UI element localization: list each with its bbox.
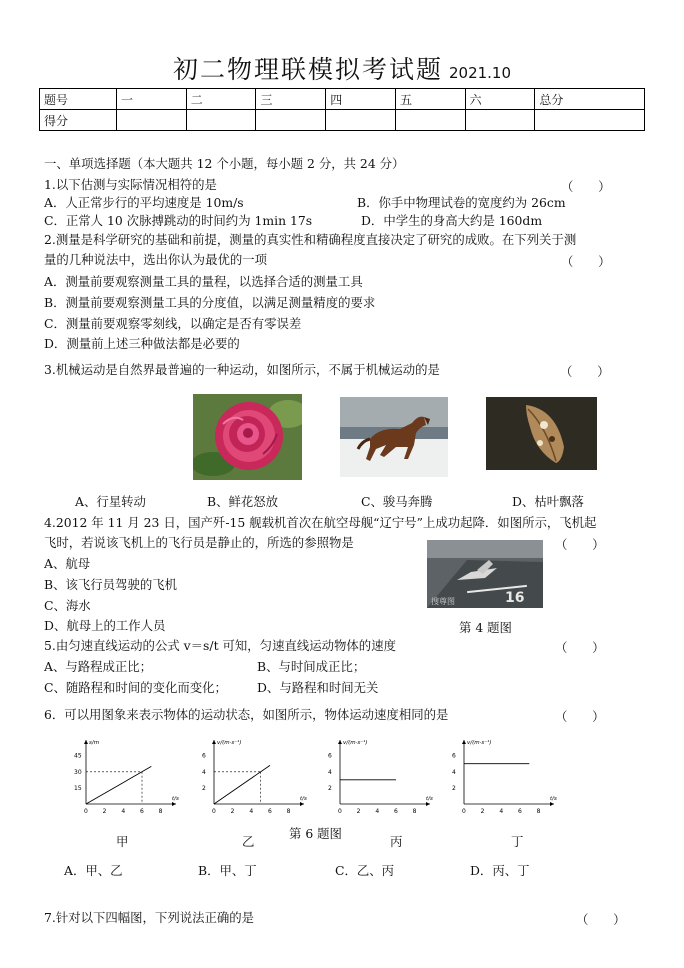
score-input-cell[interactable] [326, 110, 396, 131]
y-tick-label: 15 [74, 784, 82, 792]
score-input-cell[interactable] [535, 110, 645, 131]
q4-answer-blank[interactable]: （ ） [555, 537, 605, 552]
y-tick-label: 4 [202, 768, 206, 776]
y-tick-label: 4 [328, 768, 332, 776]
score-header-cell: 一 [117, 89, 187, 110]
series-line [214, 765, 270, 804]
graph-bing [322, 736, 440, 818]
score-input-cell[interactable] [256, 110, 326, 131]
graph-label-ding: 丁 [511, 834, 524, 849]
x-tick-label: 4 [249, 808, 254, 815]
y-tick-label: 6 [328, 752, 332, 760]
x-axis-arrow [550, 802, 554, 806]
score-header-cell: 题号 [40, 89, 117, 110]
exam-title: 初二物理联模拟考试题 [172, 55, 443, 84]
q7-answer-blank[interactable]: （ ） [576, 912, 626, 927]
x-tick-label: 6 [140, 808, 144, 815]
graph-label-jia: 甲 [116, 834, 129, 849]
y-tick-label: 4 [452, 768, 456, 776]
q3-stem: 3.机械运动是自然界最普遍的一种运动，如图所示，不属于机械运动的是 [44, 362, 440, 377]
q1-option-a: A．人正常步行的平均速度是 10m/s [44, 195, 244, 210]
q2-option-a: A．测量前要观察测量工具的量程，以选择合适的测量工具 [44, 274, 363, 289]
y-axis-arrow [212, 740, 216, 744]
y-axis-label: v/(m·s⁻¹) [467, 740, 492, 746]
x-axis-arrow [172, 802, 176, 806]
y-tick-label: 2 [452, 784, 456, 792]
score-table-header-row [40, 89, 645, 110]
leaf-image [486, 397, 597, 470]
score-input-cell[interactable] [186, 110, 256, 131]
x-tick-label: 0 [338, 808, 342, 815]
q4-option-b: B、该飞行员驾驶的飞机 [44, 577, 178, 592]
q2-answer-blank[interactable]: （ ） [561, 254, 611, 269]
score-row-label: 得分 [40, 110, 117, 131]
score-header-cell: 四 [326, 89, 396, 110]
score-header-cell: 六 [465, 89, 535, 110]
q3-option-a: A、行星转动 [75, 494, 146, 509]
q6-option-a: A．甲、乙 [64, 863, 123, 878]
watermark-text: 搜尊图 [431, 597, 455, 606]
score-input-cell[interactable] [465, 110, 535, 131]
y-tick-label: 45 [74, 752, 82, 760]
y-axis-label: v/(m·s⁻¹) [343, 740, 368, 746]
q5-option-c: C、随路程和时间的变化而变化； [44, 680, 227, 695]
x-axis-label: t/s [172, 796, 179, 802]
q4-option-c: C、海水 [44, 598, 91, 613]
q1-option-b: B．你手中物理试卷的宽度约为 26cm [357, 195, 566, 210]
q6-figure-caption: 第 6 题图 [289, 826, 342, 841]
score-header-cell: 五 [395, 89, 465, 110]
q4-stem-line1: 4.2012 年 11 月 23 日，国产歼-15 舰载机首次在航空母舰“辽宁号”上成功起降．如图所示，飞机起 [44, 515, 597, 530]
x-tick-label: 0 [84, 808, 88, 815]
x-tick-label: 4 [375, 808, 380, 815]
q5-answer-blank[interactable]: （ ） [555, 640, 605, 655]
q6-option-d: D．丙、丁 [470, 863, 530, 878]
graph-label-yi: 乙 [242, 834, 255, 849]
q4-stem-line2: 飞时，若说该飞机上的飞行员是静止的，所选的参照物是 [44, 535, 354, 550]
q1-stem: 1.以下估测与实际情况相符的是 [44, 177, 217, 192]
q4-figure-caption: 第 4 题图 [459, 620, 512, 635]
x-tick-label: 6 [394, 808, 398, 815]
q4-option-a: A、航母 [44, 556, 91, 571]
q3-option-d: D、枯叶飘落 [512, 494, 584, 509]
q2-stem-line1: 2.测量是科学研究的基础和前提，测量的真实性和精确程度直接决定了研究的成败。在下列关于测 [44, 232, 577, 247]
y-axis-label: s/m [89, 740, 100, 746]
horse-image [340, 397, 448, 477]
x-tick-label: 8 [158, 808, 163, 815]
q1-option-c: C．正常人 10 次脉搏跳动的时间约为 1min 17s [44, 213, 313, 228]
y-tick-label: 6 [202, 752, 206, 760]
q2-option-d: D．测量前上述三种做法都是必要的 [44, 336, 240, 351]
q5-option-b: B、与时间成正比； [257, 659, 366, 674]
graph-ding [446, 736, 564, 818]
score-table-score-row [40, 110, 645, 131]
x-tick-label: 8 [286, 808, 291, 815]
y-axis-arrow [462, 740, 466, 744]
score-header-cell: 二 [186, 89, 256, 110]
rose-image [193, 394, 302, 480]
q2-stem-line2: 量的几种说法中，选出你认为最优的一项 [44, 252, 268, 267]
graph-yi [196, 736, 314, 818]
q3-option-c: C、骏马奔腾 [361, 494, 433, 509]
q1-answer-blank[interactable]: （ ） [561, 179, 611, 194]
x-tick-label: 6 [268, 808, 272, 815]
x-tick-label: 8 [412, 808, 417, 815]
y-tick-label: 2 [202, 784, 206, 792]
y-axis-label: v/(m·s⁻¹) [217, 740, 242, 746]
graph-jia [68, 736, 186, 818]
y-axis-arrow [338, 740, 342, 744]
x-tick-label: 6 [518, 808, 522, 815]
q3-option-b: B、鲜花怒放 [207, 494, 279, 509]
q3-answer-blank[interactable]: （ ） [560, 364, 610, 379]
aircraft-carrier-image [427, 540, 543, 608]
q6-option-c: C．乙、丙 [335, 863, 395, 878]
page-title [0, 50, 684, 86]
score-input-cell[interactable] [117, 110, 187, 131]
q6-answer-blank[interactable]: （ ） [555, 709, 605, 724]
score-header-cell: 三 [256, 89, 326, 110]
score-table [39, 88, 645, 131]
x-tick-label: 0 [212, 808, 216, 815]
y-tick-label: 2 [328, 784, 332, 792]
score-input-cell[interactable] [395, 110, 465, 131]
x-tick-label: 2 [230, 808, 235, 815]
graph-label-bing: 丙 [390, 834, 403, 849]
x-tick-label: 0 [462, 808, 466, 815]
q6-stem: 6．可以用图象来表示物体的运动状态，如图所示，物体运动速度相同的是 [44, 707, 449, 722]
exam-date: 2021.10 [448, 64, 512, 82]
x-tick-label: 8 [536, 808, 541, 815]
q5-stem: 5.由匀速直线运动的公式 v＝s/t 可知，匀速直线运动物体的速度 [44, 638, 396, 653]
x-tick-label: 4 [121, 808, 126, 815]
x-axis-arrow [426, 802, 430, 806]
y-axis-arrow [84, 740, 88, 744]
q5-option-a: A、与路程成正比； [44, 659, 153, 674]
q5-option-d: D、与路程和时间无关 [257, 680, 379, 695]
q4-option-d: D、航母上的工作人员 [44, 618, 166, 633]
x-tick-label: 2 [356, 808, 361, 815]
q2-option-c: C．测量前要观察零刻线，以确定是否有零误差 [44, 316, 302, 331]
section-heading: 一、单项选择题（本大题共 12 个小题，每小题 2 分，共 24 分） [44, 156, 405, 171]
x-tick-label: 2 [480, 808, 485, 815]
x-tick-label: 4 [499, 808, 504, 815]
q6-option-b: B．甲、丁 [198, 863, 257, 878]
x-axis-label: t/s [426, 796, 433, 802]
q2-option-b: B．测量前要观察测量工具的分度值，以满足测量精度的要求 [44, 295, 376, 310]
x-axis-label: t/s [300, 796, 307, 802]
x-axis-arrow [300, 802, 304, 806]
score-header-cell: 总分 [535, 89, 645, 110]
q7-stem: 7.针对以下四幅图，下列说法正确的是 [44, 910, 255, 925]
y-tick-label: 6 [452, 752, 456, 760]
x-tick-label: 2 [102, 808, 107, 815]
x-axis-label: t/s [550, 796, 557, 802]
deck-number: 16 [505, 590, 525, 606]
q1-option-d: D．中学生的身高大约是 160dm [361, 213, 543, 228]
y-tick-label: 30 [74, 768, 82, 776]
